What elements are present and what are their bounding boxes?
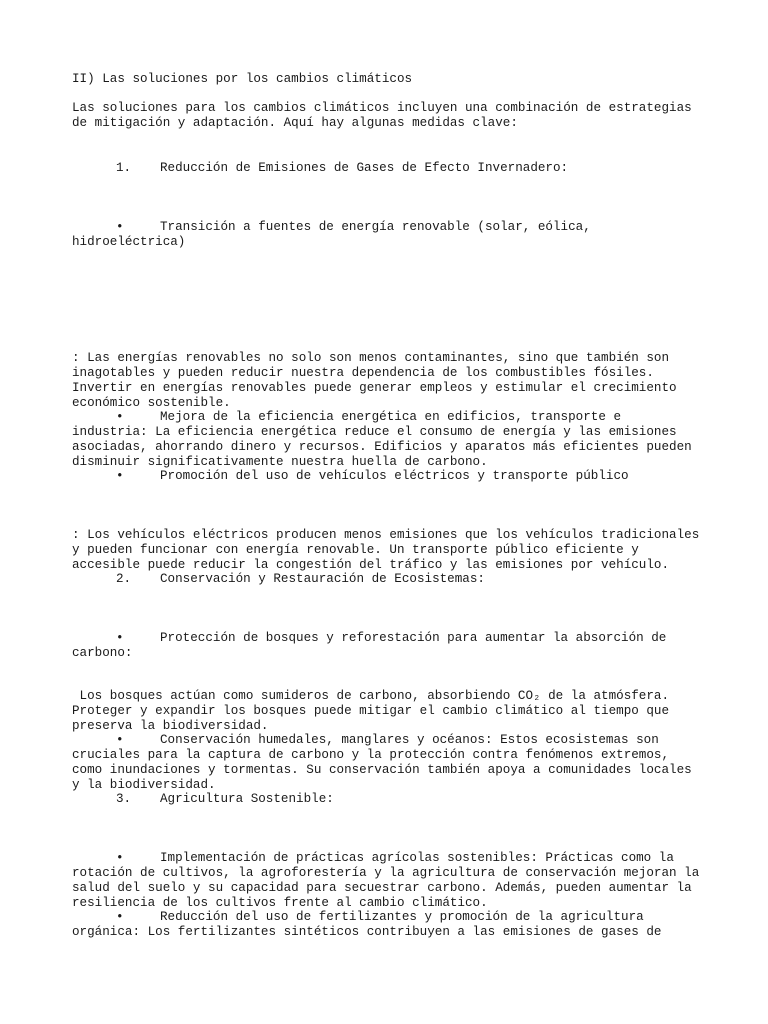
section-1-number: 1.	[116, 161, 132, 175]
section-2-para-1-line-1: Los bosques actúan como sumideros de carbono, absorbiendo CO₂ de la atmósfera.	[72, 689, 670, 703]
section-3-bullet-1-lead: Implementación de prácticas agrícolas sostenibles: Prácticas como la	[160, 851, 674, 865]
section-3-title: Agricultura Sostenible:	[160, 792, 334, 806]
section-2-bullet-2-cont-3: y la biodiversidad.	[72, 778, 216, 792]
document-heading: II) Las soluciones por los cambios climáticos	[72, 72, 413, 86]
section-3-number: 3.	[116, 792, 132, 806]
section-3-bullet-1-cont-2: salud del suelo y su capacidad para secuestrar carbono. Además, pueden aumentar la	[72, 881, 692, 895]
section-1-bullet-3-lead: Promoción del uso de vehículos eléctricos y transporte público	[160, 469, 629, 483]
section-2-title: Conservación y Restauración de Ecosistemas:	[160, 572, 485, 586]
section-1-bullet-2-cont-2: asociadas, ahorrando dinero y recursos. Edificios y aparatos más eficientes pueden	[72, 440, 692, 454]
section-1-bullet-1-lead: Transición a fuentes de energía renovable (solar, eólica,	[160, 220, 591, 234]
section-2-bullet-2-cont-2: como inundaciones y tormentas. Su conservación también apoya a comunidades locales	[72, 763, 692, 777]
section-3-bullet-2-lead: Reducción del uso de fertilizantes y promoción de la agricultura	[160, 910, 644, 924]
section-1-para-2-line-1: : Los vehículos eléctricos producen menos emisiones que los vehículos tradicionales	[72, 528, 700, 542]
bullet-marker: •	[116, 410, 124, 424]
section-1-bullet-2-cont-3: disminuir significativamente nuestra huella de carbono.	[72, 455, 488, 469]
section-2-para-1-line-2: Proteger y expandir los bosques puede mitigar el cambio climático al tiempo que	[72, 704, 670, 718]
section-2-number: 2.	[116, 572, 132, 586]
section-1-para-2-line-3: accesible puede reducir la congestión del tráfico y las emisiones por vehículo.	[72, 558, 670, 572]
section-1-bullet-2-lead: Mejora de la eficiencia energética en edificios, transporte e	[160, 410, 622, 424]
section-1-para-1-line-4: económico sostenible.	[72, 396, 231, 410]
section-1-para-1-line-1: : Las energías renovables no solo son menos contaminantes, sino que también son	[72, 351, 670, 365]
bullet-marker: •	[116, 631, 124, 645]
section-1-para-1-line-2: inagotables y pueden reducir nuestra dependencia de los combustibles fósiles.	[72, 366, 654, 380]
section-2-bullet-2-cont-1: cruciales para la captura de carbono y la protección contra fenómenos extremos,	[72, 748, 670, 762]
bullet-marker: •	[116, 851, 124, 865]
section-3-bullet-1-cont-3: resiliencia de los cultivos frente al cambio climático.	[72, 896, 488, 910]
section-2-bullet-1-cont: carbono:	[72, 646, 133, 660]
bullet-marker: •	[116, 733, 124, 747]
section-2-bullet-1-lead: Protección de bosques y reforestación para aumentar la absorción de	[160, 631, 667, 645]
bullet-marker: •	[116, 469, 124, 483]
bullet-marker: •	[116, 910, 124, 924]
section-1-para-1-line-3: Invertir en energías renovables puede generar empleos y estimular el crecimiento	[72, 381, 677, 395]
section-1-bullet-2-cont-1: industria: La eficiencia energética reduce el consumo de energía y las emisiones	[72, 425, 677, 439]
bullet-marker: •	[116, 220, 124, 234]
intro-line-1: Las soluciones para los cambios climáticos incluyen una combinación de estrategias	[72, 101, 692, 115]
section-1-para-2-line-2: y pueden funcionar con energía renovable. Un transporte público eficiente y	[72, 543, 639, 557]
section-3-bullet-1-cont-1: rotación de cultivos, la agroforestería y la agricultura de conservación mejoran la	[72, 866, 700, 880]
section-1-title: Reducción de Emisiones de Gases de Efecto Invernadero:	[160, 161, 569, 175]
section-1-bullet-1-cont: hidroeléctrica)	[72, 235, 186, 249]
intro-line-2: de mitigación y adaptación. Aquí hay algunas medidas clave:	[72, 116, 518, 130]
section-3-bullet-2-cont: orgánica: Los fertilizantes sintéticos contribuyen a las emisiones de gases de	[72, 925, 662, 939]
section-2-bullet-2-lead: Conservación humedales, manglares y océanos: Estos ecosistemas son	[160, 733, 659, 747]
section-2-para-1-line-3: preserva la biodiversidad.	[72, 719, 269, 733]
